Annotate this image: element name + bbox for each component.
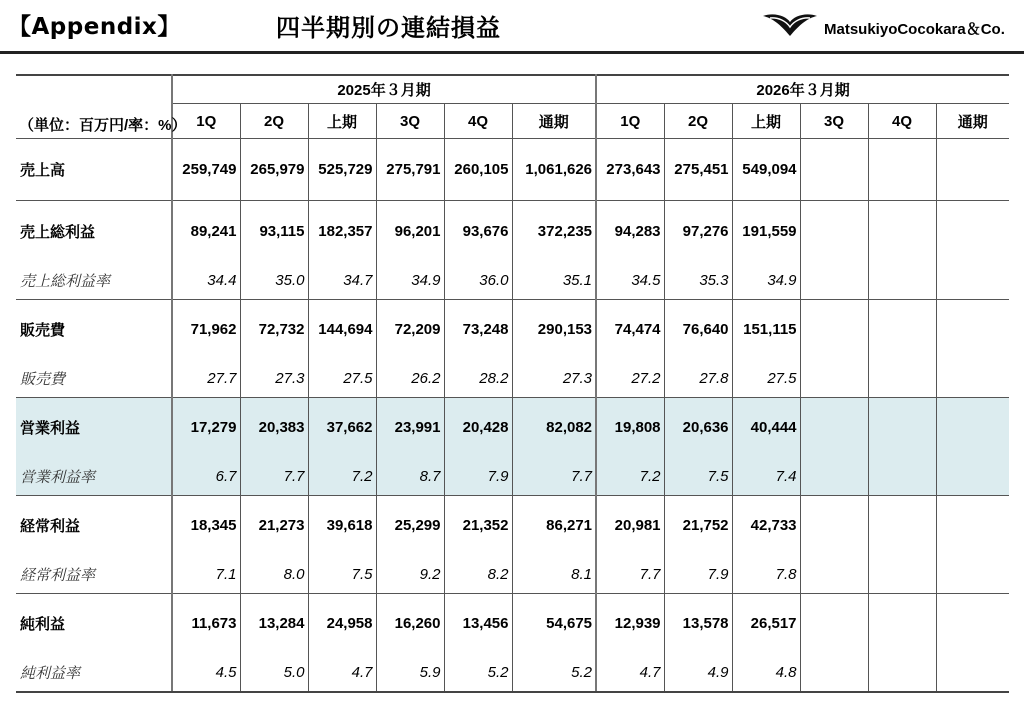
table-cell: 71,962 xyxy=(172,300,240,360)
table-cell: 7.7 xyxy=(240,458,308,496)
table-cell xyxy=(800,398,868,458)
period-header-fy2025: 2025年３月期 xyxy=(172,75,596,104)
table-cell xyxy=(936,398,1009,458)
table-cell: 265,979 xyxy=(240,139,308,201)
table-cell: 19,808 xyxy=(596,398,664,458)
table-cell: 35.0 xyxy=(240,262,308,300)
table-cell: 8.0 xyxy=(240,556,308,594)
table-cell: 21,352 xyxy=(444,496,512,556)
table-cell xyxy=(800,594,868,654)
table-cell: 27.3 xyxy=(240,360,308,398)
table-cell: 21,752 xyxy=(664,496,732,556)
table-cell: 20,981 xyxy=(596,496,664,556)
table-cell: 151,115 xyxy=(732,300,800,360)
table-cell: 97,276 xyxy=(664,201,732,262)
table-cell: 18,345 xyxy=(172,496,240,556)
table-cell: 74,474 xyxy=(596,300,664,360)
table-cell: 7.5 xyxy=(308,556,376,594)
table-cell: 36.0 xyxy=(444,262,512,300)
unit-note: （単位：百万円/率：%） xyxy=(16,75,172,139)
page-header xyxy=(0,0,1024,52)
table-row xyxy=(16,594,1009,654)
table-cell: 7.5 xyxy=(664,458,732,496)
table-cell: 5.9 xyxy=(376,654,444,692)
table-cell: 35.3 xyxy=(664,262,732,300)
table-cell: 20,428 xyxy=(444,398,512,458)
table-cell: 1,061,626 xyxy=(512,139,596,201)
table-cell xyxy=(868,458,936,496)
table-cell xyxy=(936,496,1009,556)
table-cell xyxy=(868,300,936,360)
table-cell: 26.2 xyxy=(376,360,444,398)
table-cell xyxy=(800,360,868,398)
table-cell xyxy=(800,139,868,201)
table-cell: 37,662 xyxy=(308,398,376,458)
table-cell: 16,260 xyxy=(376,594,444,654)
table-cell: 94,283 xyxy=(596,201,664,262)
period-header-fy2026: 2026年３月期 xyxy=(596,75,1009,104)
row-label: 営業利益率 xyxy=(16,458,172,496)
table-cell: 35.1 xyxy=(512,262,596,300)
column-header: 通期 xyxy=(957,113,988,131)
table-cell: 34.4 xyxy=(172,262,240,300)
table-cell: 26,517 xyxy=(732,594,800,654)
table-cell: 27.5 xyxy=(732,360,800,398)
table-cell: 7.9 xyxy=(444,458,512,496)
table-cell: 12,939 xyxy=(596,594,664,654)
table-cell: 13,456 xyxy=(444,594,512,654)
row-label: 売上総利益率 xyxy=(16,262,172,300)
table-cell xyxy=(936,201,1009,262)
table-cell xyxy=(936,139,1009,201)
table-cell: 372,235 xyxy=(512,201,596,262)
page-title: 四半期別の連結損益 xyxy=(276,14,501,42)
table-cell: 5.2 xyxy=(512,654,596,692)
column-header: 3Q xyxy=(376,104,444,139)
table-cell: 7.8 xyxy=(732,556,800,594)
table-cell: 7.2 xyxy=(308,458,376,496)
table-cell: 27.2 xyxy=(596,360,664,398)
column-header: 4Q xyxy=(444,104,512,139)
table-cell: 182,357 xyxy=(308,201,376,262)
quarterly-pl-table xyxy=(16,74,1009,693)
table-cell: 93,115 xyxy=(240,201,308,262)
table-cell: 259,749 xyxy=(172,139,240,201)
table-cell: 34.9 xyxy=(376,262,444,300)
table-row xyxy=(16,360,1009,398)
table-cell: 4.5 xyxy=(172,654,240,692)
table-cell xyxy=(936,262,1009,300)
table-cell: 27.7 xyxy=(172,360,240,398)
table-cell: 34.5 xyxy=(596,262,664,300)
row-label: 純利益率 xyxy=(16,654,172,692)
table-cell: 24,958 xyxy=(308,594,376,654)
table-cell: 4.9 xyxy=(664,654,732,692)
table-cell: 72,209 xyxy=(376,300,444,360)
table-cell: 8.7 xyxy=(376,458,444,496)
table-row xyxy=(16,496,1009,556)
table-cell: 27.3 xyxy=(512,360,596,398)
row-label: 販売費 xyxy=(16,360,172,398)
column-header: 通期 xyxy=(512,104,596,139)
table-cell: 93,676 xyxy=(444,201,512,262)
table-cell: 20,383 xyxy=(240,398,308,458)
table-cell: 17,279 xyxy=(172,398,240,458)
table-cell: 4.7 xyxy=(308,654,376,692)
table-cell: 89,241 xyxy=(172,201,240,262)
table-cell xyxy=(936,556,1009,594)
table-cell: 260,105 xyxy=(444,139,512,201)
row-label: 売上総利益 xyxy=(16,201,172,262)
table-row xyxy=(16,458,1009,496)
table-cell: 7.7 xyxy=(512,458,596,496)
row-label: 販売費 xyxy=(16,300,172,360)
table-cell: 8.1 xyxy=(512,556,596,594)
table-cell xyxy=(936,594,1009,654)
table-cell: 8.2 xyxy=(444,556,512,594)
table-cell: 4.7 xyxy=(596,654,664,692)
table-cell: 54,675 xyxy=(512,594,596,654)
table-cell: 76,640 xyxy=(664,300,732,360)
table-cell: 39,618 xyxy=(308,496,376,556)
column-header: 3Q xyxy=(800,104,868,139)
row-label: 売上高 xyxy=(16,139,172,201)
company-logo xyxy=(760,8,1020,42)
table-cell xyxy=(800,201,868,262)
table-cell: 20,636 xyxy=(664,398,732,458)
table-cell xyxy=(800,496,868,556)
table-cell xyxy=(936,654,1009,692)
table-cell: 7.7 xyxy=(596,556,664,594)
row-label: 純利益 xyxy=(16,594,172,654)
table-cell: 42,733 xyxy=(732,496,800,556)
table-cell: 73,248 xyxy=(444,300,512,360)
table-cell: 191,559 xyxy=(732,201,800,262)
table-row xyxy=(16,139,1009,201)
table-cell: 27.5 xyxy=(308,360,376,398)
table-cell: 549,094 xyxy=(732,139,800,201)
table-cell: 9.2 xyxy=(376,556,444,594)
table-cell xyxy=(936,458,1009,496)
logo-mark-icon xyxy=(760,10,820,40)
column-header: 2Q xyxy=(664,104,732,139)
table-cell xyxy=(868,654,936,692)
table-row xyxy=(16,654,1009,692)
column-header: 1Q xyxy=(596,104,664,139)
table-cell xyxy=(868,262,936,300)
table-cell: 27.8 xyxy=(664,360,732,398)
row-label: 営業利益 xyxy=(16,398,172,458)
table-cell: 21,273 xyxy=(240,496,308,556)
table-cell xyxy=(868,496,936,556)
table-cell: 23,991 xyxy=(376,398,444,458)
table-cell xyxy=(868,398,936,458)
table-cell xyxy=(800,458,868,496)
table-cell: 96,201 xyxy=(376,201,444,262)
table-row xyxy=(16,201,1009,262)
logo-text: MatsukiyoCocokara＆Co. xyxy=(824,21,1005,38)
table-row xyxy=(16,556,1009,594)
table-cell: 86,271 xyxy=(512,496,596,556)
column-header: 上期 xyxy=(308,104,376,139)
table-cell: 13,284 xyxy=(240,594,308,654)
column-header: 上期 xyxy=(732,104,800,139)
table-cell: 273,643 xyxy=(596,139,664,201)
table-cell: 34.9 xyxy=(732,262,800,300)
table-cell xyxy=(868,360,936,398)
appendix-label: 【Appendix】 xyxy=(8,14,181,40)
row-label: 経常利益 xyxy=(16,496,172,556)
table-cell: 144,694 xyxy=(308,300,376,360)
table-cell xyxy=(868,594,936,654)
table-row xyxy=(16,398,1009,458)
table-cell: 7.9 xyxy=(664,556,732,594)
table-cell: 7.2 xyxy=(596,458,664,496)
column-header: 1Q xyxy=(172,104,240,139)
table-cell: 72,732 xyxy=(240,300,308,360)
table-cell: 4.8 xyxy=(732,654,800,692)
table-cell: 525,729 xyxy=(308,139,376,201)
table-cell: 275,451 xyxy=(664,139,732,201)
column-header: 4Q xyxy=(868,104,936,139)
table-cell: 7.1 xyxy=(172,556,240,594)
table-cell: 25,299 xyxy=(376,496,444,556)
table-cell: 28.2 xyxy=(444,360,512,398)
row-label: 経常利益率 xyxy=(16,556,172,594)
table-cell xyxy=(868,139,936,201)
header-divider xyxy=(0,51,1024,54)
table-cell xyxy=(868,201,936,262)
table-row xyxy=(16,300,1009,360)
table-row xyxy=(16,262,1009,300)
table-cell: 5.0 xyxy=(240,654,308,692)
table-cell: 13,578 xyxy=(664,594,732,654)
table-cell: 5.2 xyxy=(444,654,512,692)
table-cell: 34.7 xyxy=(308,262,376,300)
table-cell xyxy=(800,300,868,360)
table-cell: 290,153 xyxy=(512,300,596,360)
column-header: 2Q xyxy=(240,104,308,139)
table-cell xyxy=(800,262,868,300)
table-cell xyxy=(936,300,1009,360)
table-cell: 7.4 xyxy=(732,458,800,496)
table-cell: 11,673 xyxy=(172,594,240,654)
table-cell: 275,791 xyxy=(376,139,444,201)
table-cell: 40,444 xyxy=(732,398,800,458)
table-cell: 6.7 xyxy=(172,458,240,496)
table-cell xyxy=(800,654,868,692)
table-cell xyxy=(800,556,868,594)
table-cell: 82,082 xyxy=(512,398,596,458)
table-cell xyxy=(868,556,936,594)
table-cell xyxy=(936,360,1009,398)
